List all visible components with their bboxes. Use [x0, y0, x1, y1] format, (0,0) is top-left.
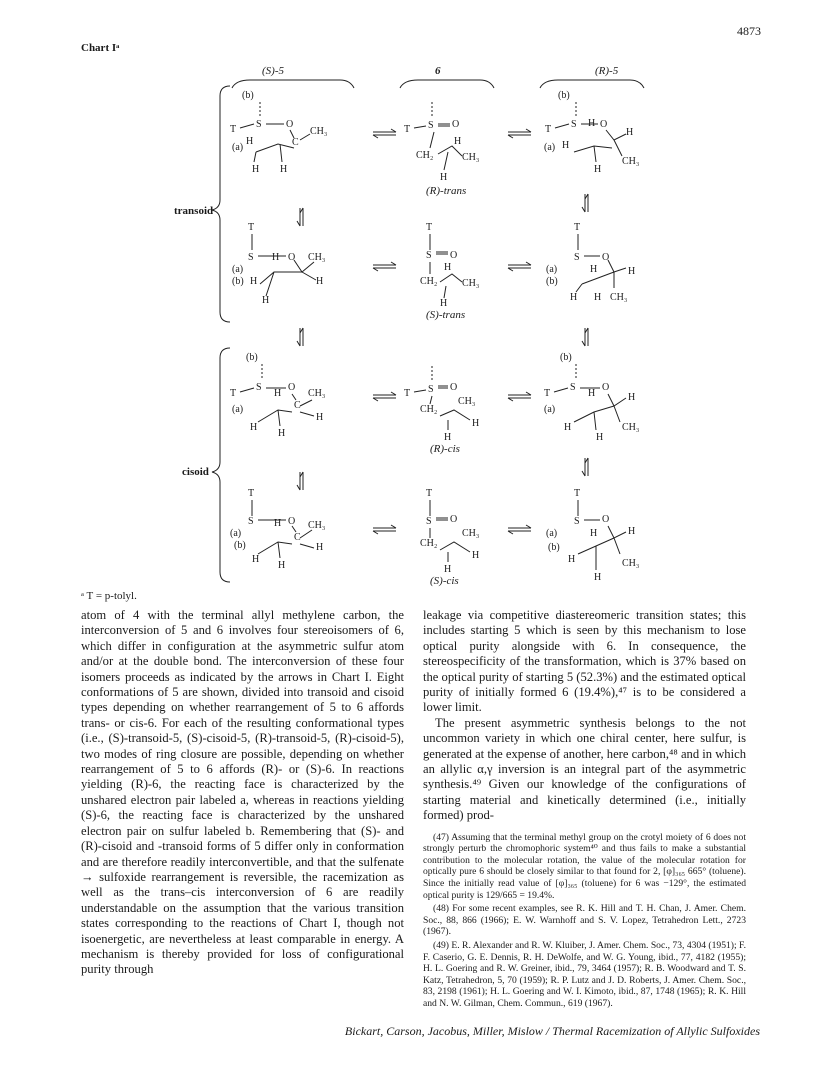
- svg-text:CH₃: CH₃: [462, 278, 480, 289]
- structure-s5-cisoid-s: [230, 488, 325, 571]
- svg-text:H: H: [440, 298, 448, 309]
- svg-text:S: S: [248, 252, 254, 263]
- svg-text:S: S: [428, 120, 434, 131]
- svg-text:(b): (b): [246, 352, 258, 363]
- svg-text:(R)-trans: (R)-trans: [426, 185, 467, 197]
- svg-text:S: S: [574, 252, 580, 263]
- structure-6-r-trans: [404, 102, 479, 197]
- column-label-r5: (R)-5: [595, 65, 619, 77]
- svg-text:H: H: [246, 136, 254, 147]
- svg-text:H: H: [252, 164, 260, 175]
- svg-text:(a): (a): [232, 404, 244, 415]
- svg-text:H: H: [472, 418, 480, 429]
- svg-text:O: O: [288, 252, 296, 263]
- svg-text:H: H: [626, 127, 634, 138]
- svg-text:O: O: [288, 516, 296, 527]
- svg-text:CH₃: CH₃: [622, 156, 640, 167]
- svg-text:H: H: [590, 528, 598, 539]
- column-bracket: [540, 80, 644, 88]
- chart-footnote: ᵃ T = p-tolyl.: [81, 590, 137, 602]
- svg-text:H: H: [568, 554, 576, 565]
- svg-text:(b): (b): [232, 276, 244, 287]
- left-column: [81, 608, 404, 978]
- svg-text:O: O: [450, 250, 458, 261]
- structure-s5-transoid-s: [232, 222, 325, 306]
- svg-text:H: H: [472, 550, 480, 561]
- svg-text:CH₂: CH₂: [420, 538, 438, 549]
- svg-text:S: S: [256, 382, 262, 393]
- structure-r5-transoid-s: [546, 222, 635, 303]
- svg-text:(b): (b): [560, 352, 572, 363]
- svg-text:H: H: [628, 392, 636, 403]
- cisoid-brace: [212, 348, 230, 582]
- svg-text:H: H: [594, 572, 602, 583]
- svg-text:H: H: [588, 118, 596, 129]
- svg-text:H: H: [570, 292, 578, 303]
- svg-text:(a): (a): [230, 528, 242, 539]
- svg-text:(R)-cis: (R)-cis: [430, 443, 460, 455]
- svg-text:H: H: [562, 140, 570, 151]
- svg-text:CH₂: CH₂: [420, 276, 438, 287]
- svg-text:S: S: [574, 516, 580, 527]
- svg-text:H: H: [250, 276, 258, 287]
- svg-text:O: O: [288, 382, 296, 393]
- svg-text:O: O: [602, 252, 610, 263]
- svg-text:CH₃: CH₃: [610, 292, 628, 303]
- svg-text:H: H: [588, 388, 596, 399]
- svg-text:T: T: [248, 222, 255, 233]
- svg-text:H: H: [280, 164, 288, 175]
- svg-text:O: O: [452, 119, 460, 130]
- svg-text:CH₃: CH₃: [308, 252, 326, 263]
- svg-text:(S)-trans: (S)-trans: [426, 309, 466, 321]
- svg-text:(b): (b): [242, 90, 254, 101]
- svg-text:H: H: [628, 266, 636, 277]
- column-bracket: [400, 80, 494, 88]
- column-bracket: [232, 80, 354, 88]
- svg-text:H: H: [250, 422, 258, 433]
- svg-text:H: H: [278, 560, 286, 571]
- column-label-6: 6: [435, 65, 441, 77]
- svg-text:O: O: [450, 514, 458, 525]
- svg-text:C: C: [292, 137, 299, 148]
- transoid-brace: [212, 86, 230, 322]
- svg-text:H: H: [316, 276, 324, 287]
- reaction-scheme: [174, 60, 710, 590]
- svg-text:(b): (b): [558, 90, 570, 101]
- svg-text:O: O: [450, 382, 458, 393]
- svg-text:H: H: [564, 422, 572, 433]
- svg-text:O: O: [602, 382, 610, 393]
- structure-r5-transoid-r: [544, 90, 639, 175]
- svg-text:S: S: [570, 382, 576, 393]
- svg-text:T: T: [404, 388, 411, 399]
- structure-6-s-cis: [420, 488, 479, 587]
- chart-label: Chart Iᵃ: [81, 42, 120, 54]
- svg-text:H: H: [596, 432, 604, 443]
- svg-text:H: H: [440, 172, 448, 183]
- svg-text:CH₃: CH₃: [622, 558, 640, 569]
- svg-text:CH₃: CH₃: [308, 388, 326, 399]
- svg-text:T: T: [426, 488, 433, 499]
- svg-text:CH₃: CH₃: [308, 520, 326, 531]
- body-paragraph: atom of 4 with the terminal allyl methylene carbon, the interconversion of 5 and 6 involves four stereoisomers of 6, which differ in configuration at the asymmetric sulfur atom and/or at the double bond. The interconversion of these four isomers proceeds as indicated by the arrows in Chart I. Eight conformations of 5 are shown, divided into transoid and cisoid types depending on whether rearrangement of 5 to 6 affords trans- or cis-6. For each of the resulting conformational types (i.e., (S)-transoid-5, (S)-cisoid-5, (R)-transoid-5, (R)-cisoid-5), two modes of ring closure are possible, depending on whether rearrangement of 5 to 6 affords (R)- or (S)-6. In reactions yielding (R)-6, the reacting face is characterized by the unshared electron pair labeled a, whereas in reactions yielding (S)-6, the reacting face is characterized by the unshared electron pair on sulfur labeled b. Remembering that (S)- and (R)-cisoid and -transoid forms of 5 differ only in conformation and are therefore readily interconvertible, and that the sulfenate → sulfoxide rearrangement is reversible, the racemization as well as the trans–cis interconversion of 6 are readily understandable on the assumption that the various transition states corresponding to the reactions of Chart I, though not isoenergetic, are nevertheless at least comparable in energy. A mechanism is thereby provided for loss of configurational purity through: [81, 608, 404, 977]
- svg-text:S: S: [426, 250, 432, 261]
- svg-text:H: H: [444, 262, 452, 273]
- svg-text:(a): (a): [546, 264, 558, 275]
- svg-text:H: H: [316, 412, 324, 423]
- svg-text:T: T: [404, 124, 411, 135]
- svg-text:H: H: [590, 264, 598, 275]
- svg-text:H: H: [274, 518, 282, 529]
- svg-text:(a): (a): [232, 264, 244, 275]
- svg-text:H: H: [594, 292, 602, 303]
- svg-text:S: S: [428, 384, 434, 395]
- svg-text:H: H: [262, 295, 270, 306]
- structure-s5-transoid-r: [230, 90, 327, 175]
- svg-text:H: H: [278, 428, 286, 439]
- svg-text:O: O: [602, 514, 610, 525]
- svg-text:S: S: [256, 119, 262, 130]
- svg-text:CH₃: CH₃: [462, 152, 480, 163]
- svg-text:S: S: [426, 516, 432, 527]
- svg-text:O: O: [286, 119, 294, 130]
- structure-r5-cisoid-r: [544, 352, 639, 443]
- svg-text:T: T: [248, 488, 255, 499]
- structure-r5-cisoid-s: [546, 488, 639, 583]
- svg-text:(a): (a): [546, 528, 558, 539]
- svg-text:C: C: [294, 400, 301, 411]
- running-footer: Bickart, Carson, Jacobus, Miller, Mislow / Thermal Racemization of Allylic Sulfoxides: [344, 1024, 760, 1038]
- svg-text:H: H: [594, 164, 602, 175]
- svg-text:(b): (b): [546, 276, 558, 287]
- svg-text:S: S: [248, 516, 254, 527]
- svg-text:T: T: [230, 388, 237, 399]
- footnote-49: (49) E. R. Alexander and R. W. Kluiber, J. Amer. Chem. Soc., 73, 4304 (1951); F. F. Caserio, G. E. Dennis, R. H. DeWolfe, and W. G. Young, ibid., 77, 4182 (1955); H. L. Goering and R. W. Greiner, ibid., 79, 3464 (1957); R. B. Woodward and T. S. Katz, Tetrahedron, 5, 70 (1959); R. P. Lutz and J. D. Roberts, J. Amer. Chem. Soc., 83, 2198 (1961); H. L. Goering and W. I. Kimoto, ibid., 87, 1748 (1965); R. K. Hill and N. W. Gilman, Chem. Commun., 619 (1967).: [423, 940, 747, 1009]
- svg-text:CH₃: CH₃: [622, 422, 640, 433]
- svg-text:O: O: [600, 119, 608, 130]
- svg-text:H: H: [454, 136, 462, 147]
- svg-text:S: S: [571, 119, 577, 130]
- svg-text:CH₂: CH₂: [420, 404, 438, 415]
- svg-text:H: H: [316, 542, 324, 553]
- svg-text:T: T: [545, 124, 552, 135]
- footnote-47: (47) Assuming that the terminal methyl group on the crotyl moiety of 6 does not strongly perturb the chromophoric system⁴⁰ and thus fails to make a substantial contribution to the molecular rotation, the value of the molecular rotation for optically pure 6 should be closely similar to that found for 2, [φ]₃₆₅ 665° (toluene). Since the initially read value of [φ]₃₆₅ (toluene) for 6 was −129°, the estimated optical purity is 129/665 = 19.4%.: [423, 831, 746, 901]
- svg-text:T: T: [230, 124, 237, 135]
- svg-text:CH₃: CH₃: [462, 528, 480, 539]
- svg-text:CH₂: CH₂: [416, 150, 434, 161]
- svg-text:(b): (b): [234, 540, 246, 551]
- svg-text:H: H: [252, 554, 260, 565]
- structure-s5-cisoid-r: [230, 352, 325, 439]
- svg-text:H: H: [444, 432, 452, 443]
- right-column: [423, 608, 746, 1012]
- svg-text:CH₃: CH₃: [458, 396, 476, 407]
- structure-6-s-trans: [420, 222, 479, 321]
- body-paragraph: The present asymmetric synthesis belongs to the not uncommon variety in which one chiral center, here sulfur, is generated at the expense of another, here carbon,⁴⁸ and in which an allylic α,γ inversion is an integral part of the asymmetric synthesis.⁴⁹ Given our knowledge of the configurations of starting material and kinetically determined (i.e., initially formed) prod-: [423, 715, 746, 823]
- svg-text:H: H: [628, 526, 636, 537]
- svg-text:H: H: [274, 388, 282, 399]
- svg-text:H: H: [272, 252, 280, 263]
- group-label-transoid: transoid: [174, 205, 214, 217]
- column-label-s5: (S)-5: [262, 65, 284, 77]
- svg-text:T: T: [574, 488, 581, 499]
- svg-text:(a): (a): [544, 142, 556, 153]
- svg-text:C: C: [294, 532, 301, 543]
- structure-6-r-cis: [404, 366, 479, 455]
- footnotes: [423, 832, 746, 1010]
- page-number: 4873: [737, 24, 761, 38]
- body-paragraph: leakage via competitive diastereomeric transition states; this includes starting 5 which is seen by this mechanism to lose optical purity alongside with 6. In consequence, the stereospecificity of the transformation, which is 37% based on the optical purity of starting 5 (52.3%) and the estimated optical purity of initially formed 6 (19.4%),⁴⁷ is to be considered a lower limit.: [423, 608, 746, 715]
- svg-text:(b): (b): [548, 542, 560, 553]
- svg-text:(a): (a): [232, 142, 244, 153]
- footnote-48: (48) For some recent examples, see R. K. Hill and T. H. Chan, J. Amer. Chem. Soc., 88, 866 (1966); E. W. Warnhoff and S. V. Lopez, Tetrahedron Lett., 2723 (1967).: [423, 903, 746, 938]
- svg-text:H: H: [444, 564, 452, 575]
- svg-text:T: T: [544, 388, 551, 399]
- svg-text:(S)-cis: (S)-cis: [430, 575, 459, 587]
- svg-text:T: T: [426, 222, 433, 233]
- svg-text:CH₃: CH₃: [310, 126, 328, 137]
- group-label-cisoid: cisoid: [182, 466, 209, 478]
- svg-text:(a): (a): [544, 404, 556, 415]
- svg-text:T: T: [574, 222, 581, 233]
